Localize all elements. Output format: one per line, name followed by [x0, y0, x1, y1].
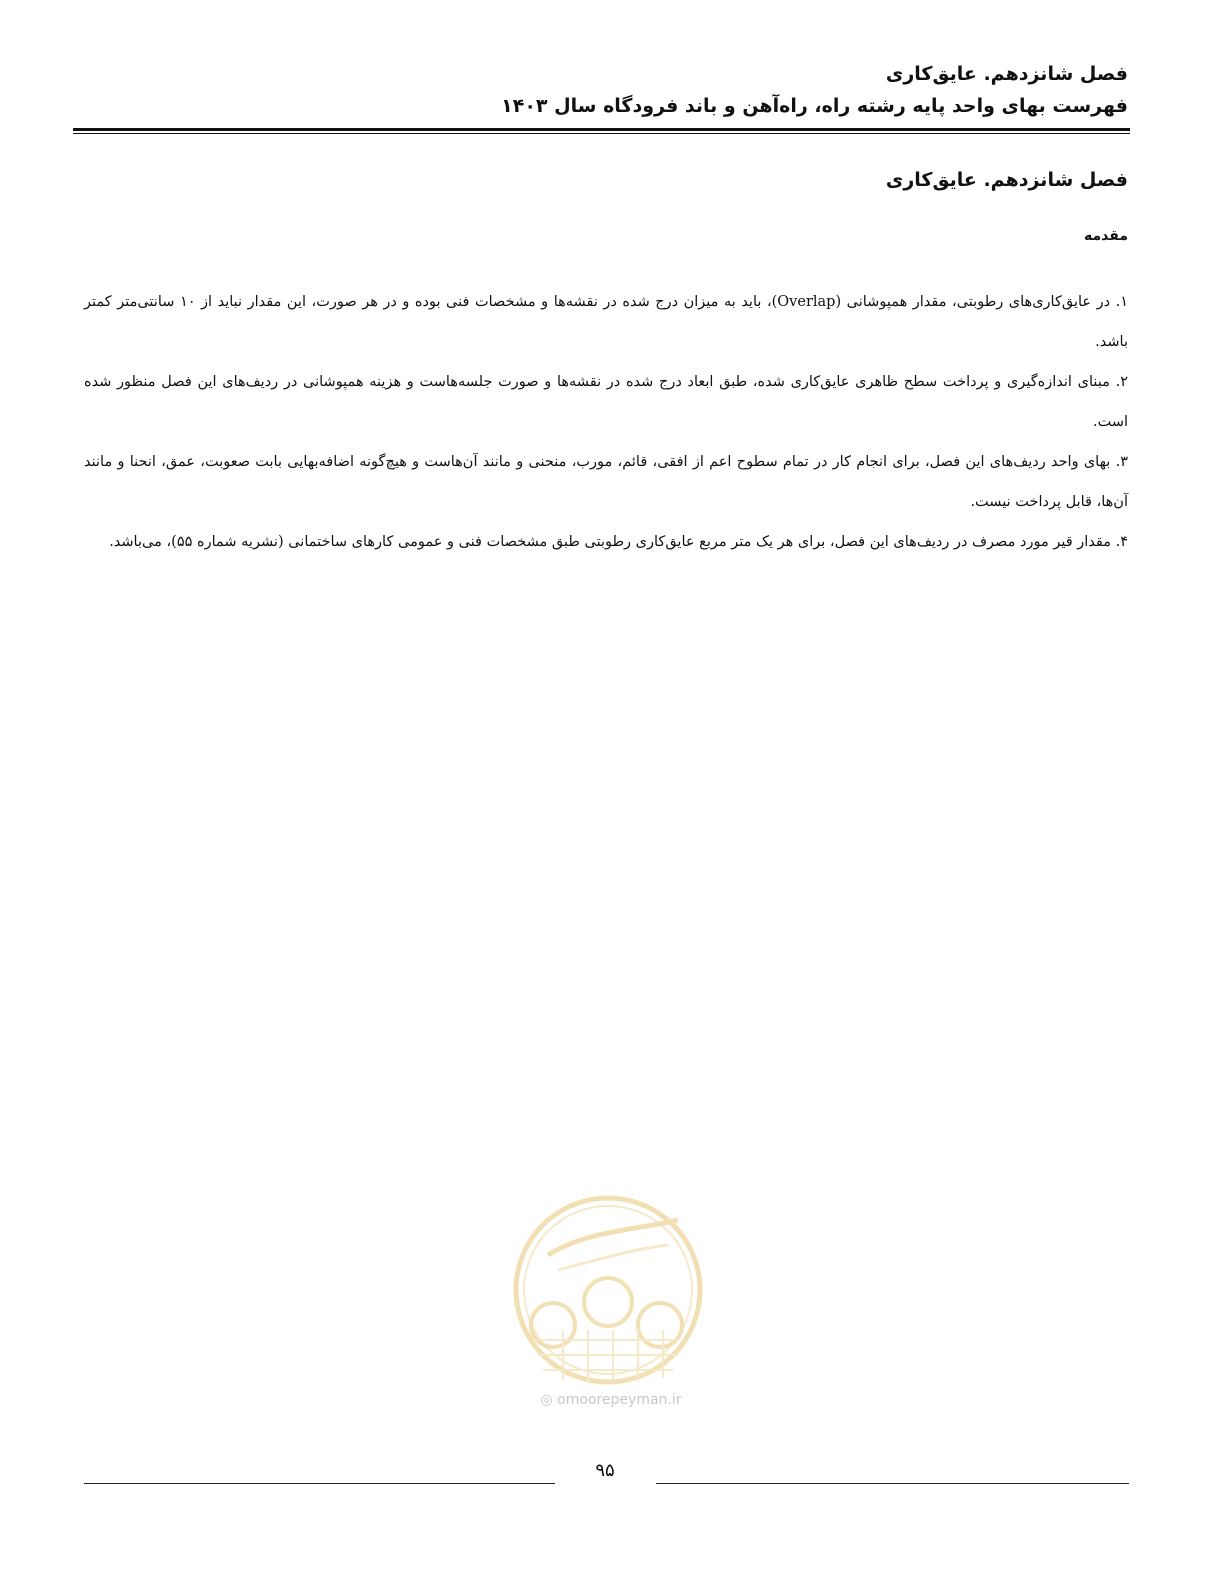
watermark-seal-icon — [508, 1190, 708, 1390]
watermark-site: ◎ omoorepeyman.ir — [540, 1392, 682, 1408]
intro-heading: مقدمه — [1084, 228, 1128, 244]
paragraph-2: ۲. مبنای اندازه‌گیری و پرداخت سطح ظاهری عایق‌کاری شده، طبق ابعاد درج شده در نقشه‌ها و صورت جلسه‌هاست و هزینه همپوشانی در ردیف‌های این فصل منظور شده است. — [84, 374, 1128, 430]
paragraph-list — [84, 282, 1128, 562]
footer-rule-left — [84, 1483, 555, 1484]
header-rule-thin — [73, 133, 1130, 134]
watermark-logo — [508, 1190, 708, 1420]
chapter-header: فصل شانزدهم. عایق‌کاری — [885, 63, 1128, 85]
catalog-header: فهرست بهای واحد پایه رشته راه، راه‌آهن و باند فرودگاه سال ۱۴۰۳ — [501, 95, 1128, 117]
paragraph-3: ۳. بهای واحد ردیف‌های این فصل، برای انجام کار در تمام سطوح اعم از افقی، قائم، مورب، منحنی و مانند آن‌هاست و هیچ‌گونه اضافه‌بهایی بابت صعوبت، عمق، انحنا و مانند آن‌ها، قابل پرداخت نیست. — [84, 454, 1128, 510]
page-number: ۹۵ — [595, 1460, 615, 1481]
header-rule-thick — [73, 128, 1130, 131]
footer-rule-right — [656, 1483, 1129, 1484]
globe-icon: ◎ — [540, 1392, 553, 1408]
paragraph-1: ۱. در عایق‌کاری‌های رطوبتی، مقدار همپوشانی (Overlap)، باید به میزان درج شده در نقشه‌ها و مشخصات فنی بوده و در هر صورت، این مقدار نباید از ۱۰ سانتی‌متر کمتر باشد. — [84, 294, 1128, 350]
section-title: فصل شانزدهم. عایق‌کاری — [885, 169, 1128, 191]
page-header — [96, 58, 1128, 122]
paragraph-4: ۴. مقدار قیر مورد مصرف در ردیف‌های این فصل، برای هر یک متر مربع عایق‌کاری رطوبتی طبق مشخصات فنی و عمومی کارهای ساختمانی (نشریه شماره ۵۵)، می‌باشد. — [109, 534, 1128, 550]
